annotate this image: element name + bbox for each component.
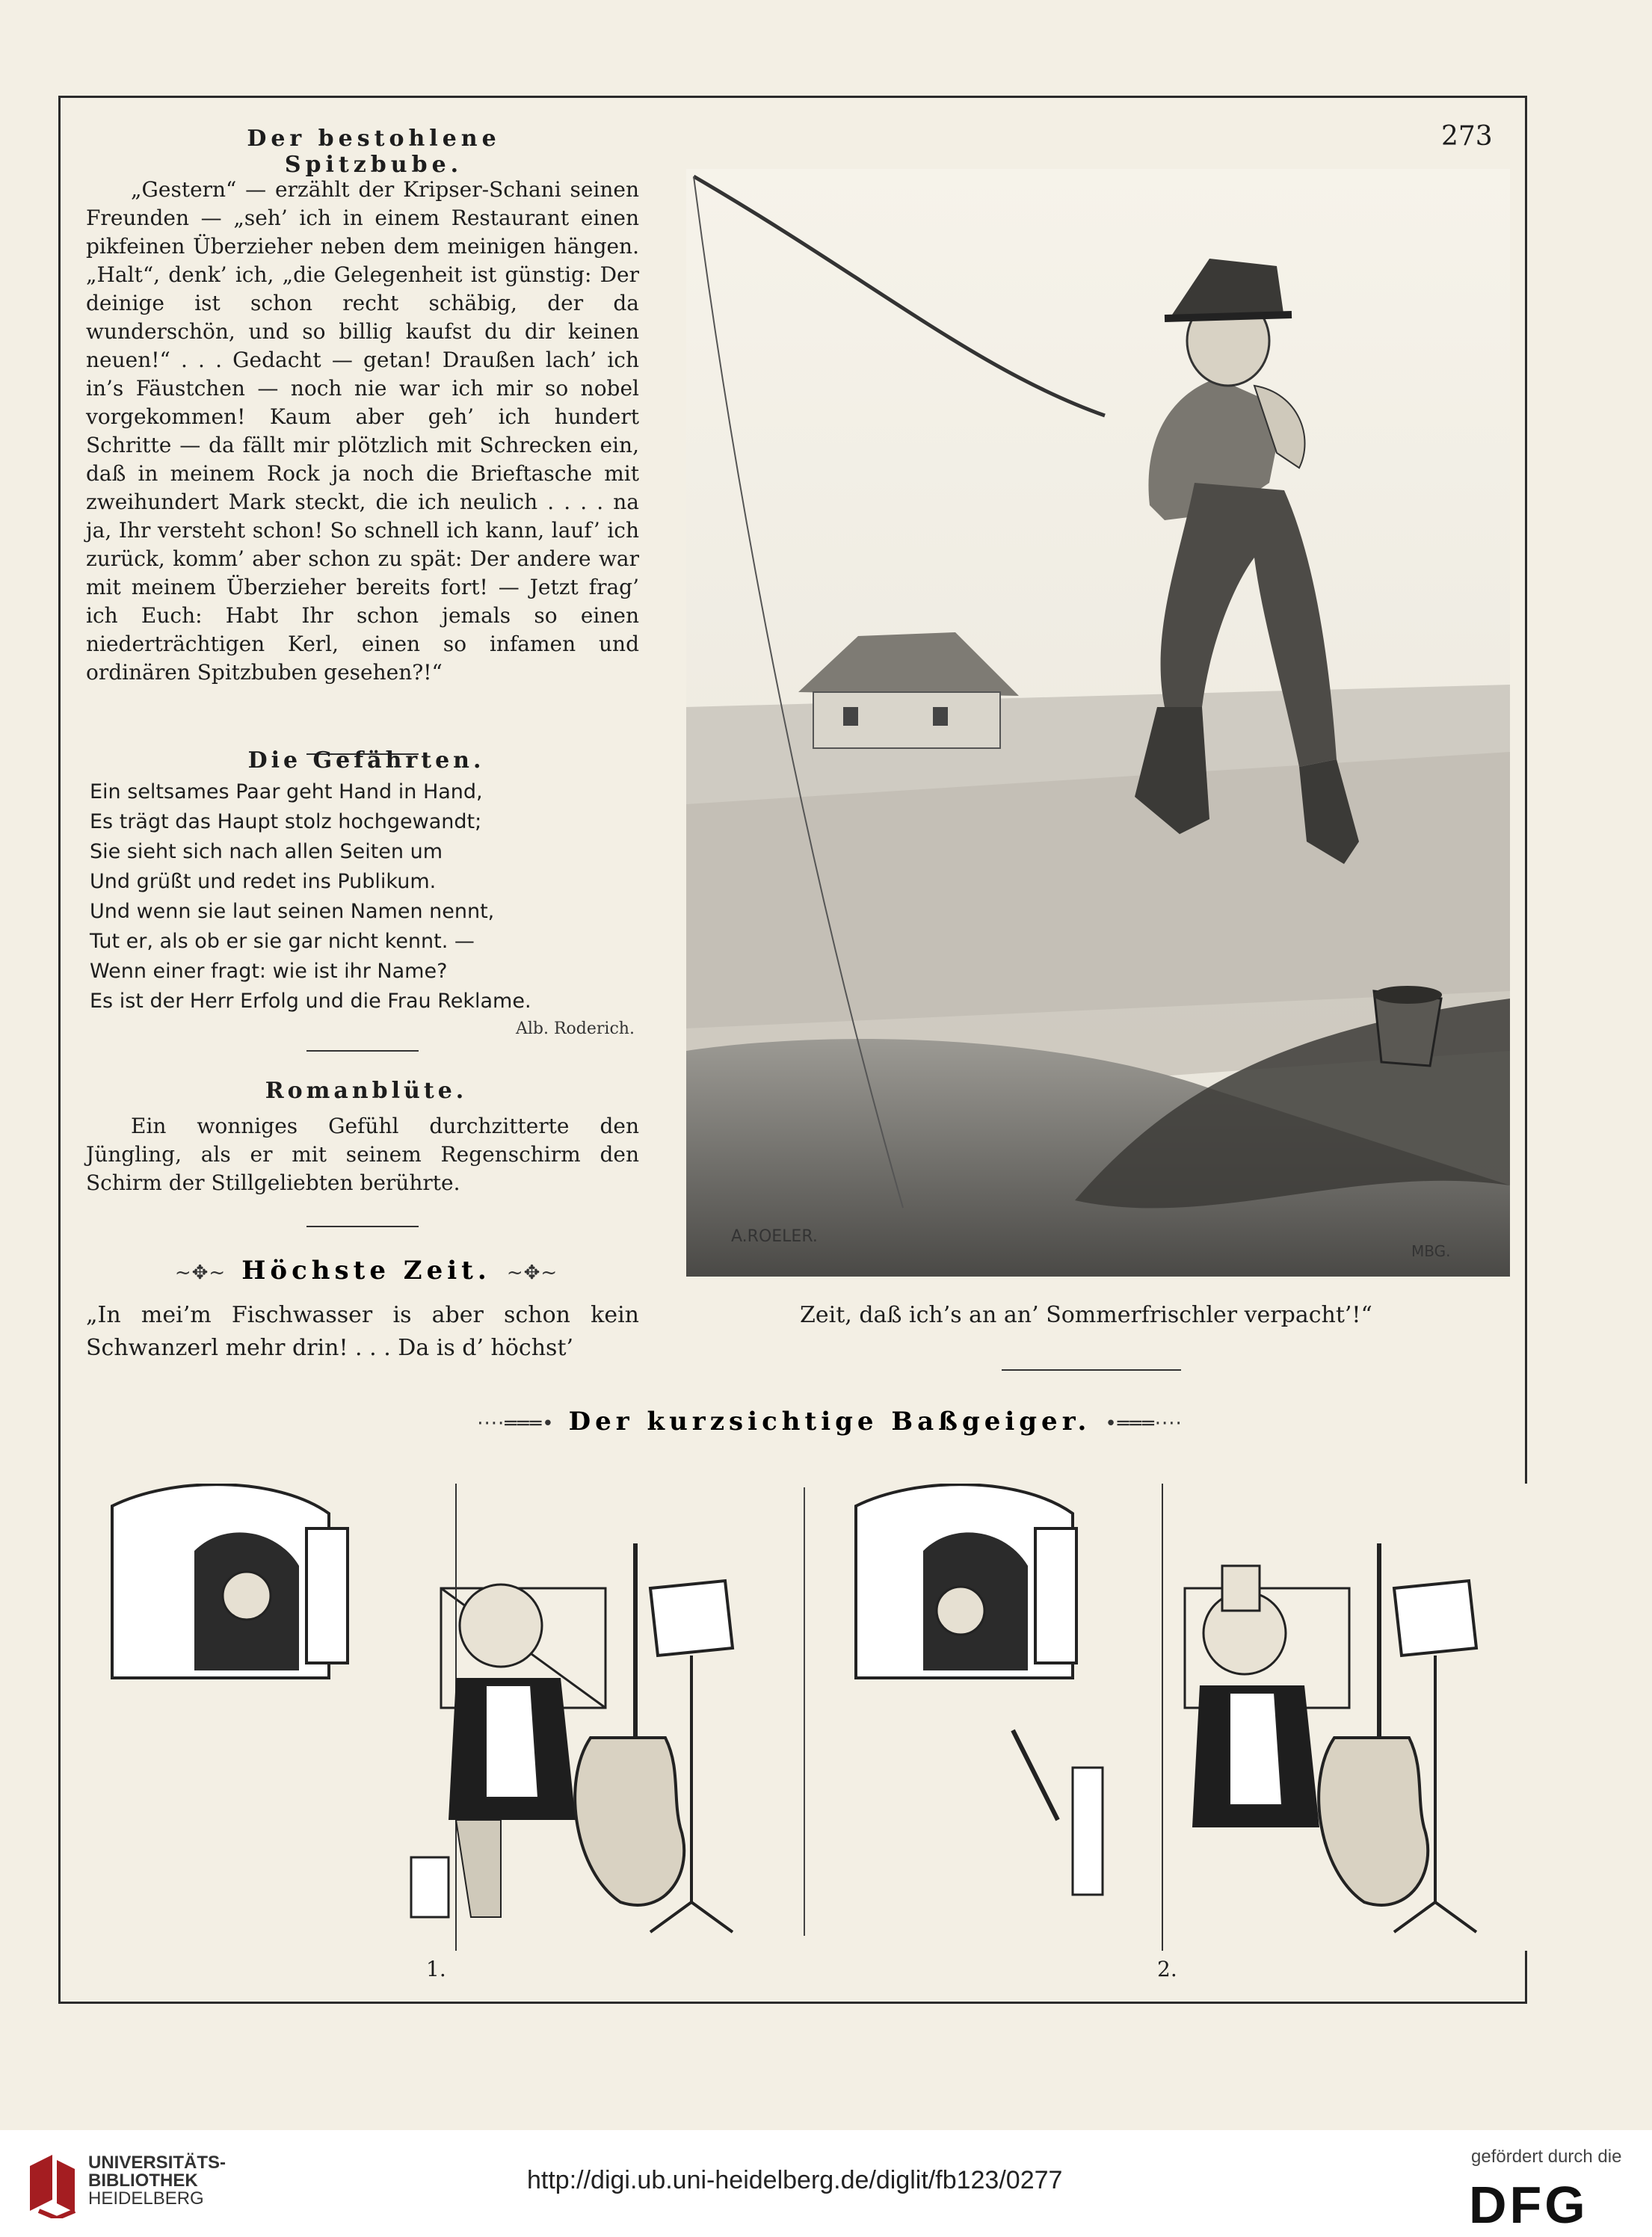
section-divider xyxy=(1002,1369,1181,1371)
source-url-link[interactable]: http://digi.ub.uni-heidelberg.de/diglit/fb123/0277 xyxy=(527,2166,1063,2194)
open-shutter xyxy=(1035,1528,1076,1663)
old-man-at-window xyxy=(223,1572,271,1620)
uni-line: BIBLIOTHEK xyxy=(88,2170,198,2191)
hoechste-zeit-caption-right: Zeit, daß ich’s an an’ Sommerfrischler verpacht’!“ xyxy=(800,1302,1372,1328)
cartoon-panel-1 xyxy=(82,1484,815,1951)
digitization-footer xyxy=(0,2130,1652,2237)
old-man-at-window xyxy=(937,1587,984,1635)
page-number: 273 xyxy=(1441,121,1493,152)
beer-mug-taken xyxy=(1073,1768,1103,1895)
university-library-name xyxy=(88,2154,226,2208)
section-divider xyxy=(306,1050,419,1052)
uni-line: HEIDELBERG xyxy=(88,2188,204,2209)
ornament: ~✥~ xyxy=(174,1262,226,1284)
bassgeiger-heading xyxy=(463,1407,1196,1437)
hoechste-zeit-heading xyxy=(164,1256,568,1286)
poem-title: Die Gefährten. xyxy=(247,747,485,774)
poem-line: Und grüßt und redet ins Publikum. xyxy=(90,870,437,893)
hoechste-zeit-caption-left: „In mei’m Fischwasser is aber schon kein Schwanzerl mehr drin! . . . Da is d’ höchst’ xyxy=(86,1302,639,1361)
story-romanbluete xyxy=(86,1112,639,1197)
poem-line: Es trägt das Haupt stolz hochgewandt; xyxy=(90,810,482,833)
section-divider xyxy=(306,1226,419,1227)
poem-line: Sie sieht sich nach allen Seiten um xyxy=(90,840,443,863)
open-shutter xyxy=(306,1528,348,1663)
panel-divider xyxy=(804,1487,805,1936)
panel-number: 2. xyxy=(1157,1957,1177,1981)
poem-die-gefaehrten xyxy=(90,777,628,1016)
ornament: ~✥~ xyxy=(506,1262,558,1284)
story-der-bestohlene-spitzbube xyxy=(86,176,639,687)
romanbluete-title: Romanblüte. xyxy=(265,1078,468,1104)
ornament: ····═══• xyxy=(477,1413,555,1435)
sponsor-label: gefördert durch die xyxy=(1471,2147,1622,2167)
poem-line: Wenn einer fragt: wie ist ihr Name? xyxy=(90,960,448,983)
story-paragraph: „Gestern“ — erzählt der Kripser-Schani seinen Freunden — „seh’ ich in einem Restaurant einen pikfeinen Überzieher neben dem meinigen hängen. „Halt“, denk’ ich, „die Gelegenheit ist günstig: Der deinige ist schon recht schäbig, der da wunderschön, und so billig kaufst du dir keinen neuen!“ . . . Gedacht — getan! Draußen lach’ ich in’s Fäustchen — noch nie war ich mir so nobel vorgekommen! Kaum aber geh’ ich hundert Schritte — da fällt mir plötzlich mit Schrecken ein, daß in meinem Rock ja noch die Brieftasche mit zweihundert Mark steckt, die ich neulich . . . . na ja, Ihr versteht schon! So schnell ich kann, lauf’ ich zurück, komm’ aber schon zu spät: Der andere war mit meinem Überzieher bereits fort! — Jetzt frag’ ich Euch: Habt Ihr schon jemals so einen niederträchtigen Kerl, einen so infamen und ordinären Spitzbuben gesehen?!“ xyxy=(86,177,639,685)
hoechste-zeit-title: Höchste Zeit. xyxy=(241,1256,491,1286)
panel-number: 1. xyxy=(426,1957,446,1981)
poem-line: Und wenn sie laut seinen Namen nennt, xyxy=(90,900,495,923)
engraver-mark: MBG. xyxy=(1411,1242,1451,1260)
uni-line: UNIVERSITÄTS- xyxy=(88,2153,226,2173)
poem-line: Tut er, als ob er sie gar nicht kennt. — xyxy=(90,930,475,953)
ornament: •═══···· xyxy=(1105,1413,1183,1435)
running-title: Der bestohlene Spitzbube. xyxy=(247,126,501,178)
fisherman-illustration xyxy=(686,169,1510,1277)
bucket xyxy=(1373,986,1442,1066)
university-library-logo-icon xyxy=(22,2151,81,2218)
cartoon-panel-2 xyxy=(826,1484,1559,1951)
poem-line: Es ist der Herr Erfolg und die Frau Reklame. xyxy=(90,990,531,1013)
story-paragraph: Ein wonniges Gefühl durchzitterte den Jüngling, als er mit seinem Regenschirm den Schirm der Stillgeliebten berührte. xyxy=(86,1114,639,1195)
beer-mug xyxy=(411,1857,449,1917)
poem-author: Alb. Roderich. xyxy=(516,1019,635,1038)
poem-line: Ein seltsames Paar geht Hand in Hand, xyxy=(90,780,483,803)
artist-signature: A.ROELER. xyxy=(731,1227,818,1246)
dfg-logo: DFG xyxy=(1469,2176,1588,2234)
bassgeiger-title: Der kurzsichtige Baßgeiger. xyxy=(568,1407,1091,1437)
